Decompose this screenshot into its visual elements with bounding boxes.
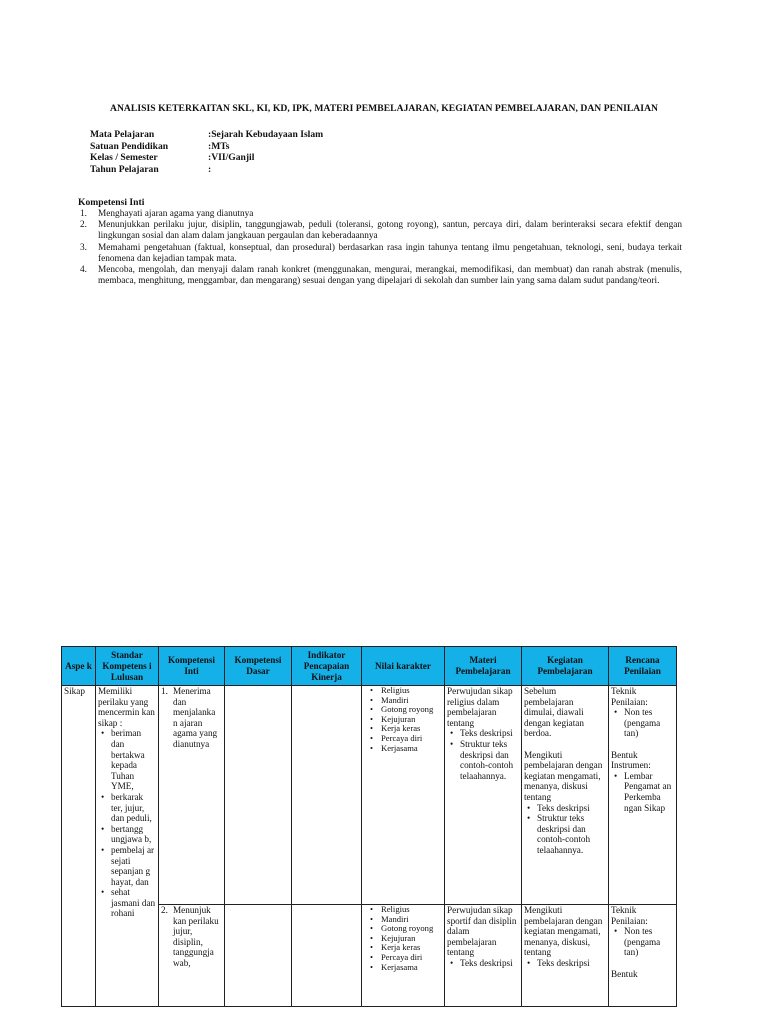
ki-item xyxy=(80,243,682,265)
skl-list xyxy=(98,728,156,919)
list-item: • Mandiri xyxy=(364,915,442,925)
kegiatan-paragraph: Sebelum pembelajaran dimulai, diawali dengan kegiatan berdoa. xyxy=(524,686,584,739)
list-item: • Teks deskripsi xyxy=(524,958,606,969)
list-item: • Struktur teks deskripsi dan contoh-contoh telaahannya. xyxy=(447,739,519,781)
materi-list xyxy=(447,728,519,781)
info-value: :MTs xyxy=(208,140,230,152)
cell-skl xyxy=(96,686,159,1007)
ki-item xyxy=(80,265,682,287)
list-item: • Gotong royong xyxy=(364,705,442,715)
list-item: • Teks deskripsi xyxy=(447,728,519,739)
list-item: • Gotong royong xyxy=(364,924,442,934)
kegiatan-list xyxy=(524,958,606,969)
paragraph-gap xyxy=(611,958,674,969)
analysis-table xyxy=(61,646,677,1007)
ki-cell-number: 2. xyxy=(161,905,168,915)
list-item: • Kejujuran xyxy=(364,715,442,725)
cell-indikator xyxy=(292,686,362,905)
penilaian-bentuk-label: Bentuk Instrumen: xyxy=(611,749,651,771)
list-item: • Religius xyxy=(364,905,442,915)
ki-item-text: Menghayati ajaran agama yang dianutnya xyxy=(98,209,254,219)
table-row xyxy=(62,686,677,905)
list-item: • Non tes (pengama tan) xyxy=(611,926,674,958)
ki-item-text: Mencoba, mengolah, dan menyaji dalam ranah konkret (menggunakan, mengurai, merangkai, memodifikasi, dan membuat) dan ranah abstrak (menulis, membaca, menghitung, menggambar, dan mengarang) sesuai dengan yang dipelajari di sekolah dan sumber lain yang sama dalam sudut pandang/teori. xyxy=(98,265,682,287)
list-item: • Percaya diri xyxy=(364,953,442,963)
ki-item-number: 2. xyxy=(80,220,87,231)
list-item: • pembelaj ar sejati sepanjan g hayat, dan xyxy=(98,845,156,887)
info-row-year xyxy=(90,164,323,176)
penilaian-teknik-label: Teknik Penilaian: xyxy=(611,905,648,926)
info-label: Mata Pelajaran xyxy=(90,129,155,140)
list-item: • beriman dan bertakwa kepada Tuhan YME, xyxy=(98,728,156,792)
list-item: • Mandiri xyxy=(364,696,442,706)
cell-indikator xyxy=(292,905,362,1007)
ki-item-text: Menunjukkan perilaku jujur, disiplin, tanggungjawab, peduli (toleransi, gotong royong), santun, percaya diri, dalam berinteraksi secara efektif dengan lingkungan sosial dan alam dalam jangkauan pergaulan dan keberadaannya xyxy=(98,220,682,242)
list-item: • Teks deskripsi xyxy=(447,958,519,969)
list-item: • Religius xyxy=(364,686,442,696)
penilaian-bentuk-label: Bentuk xyxy=(611,968,638,979)
info-value: :VII/Ganjil xyxy=(208,152,255,164)
list-item: • Percaya diri xyxy=(364,734,442,744)
header-ki: Kompetensi Inti xyxy=(159,647,225,686)
nilai-list xyxy=(364,686,442,753)
subject-info xyxy=(90,129,323,175)
ki-list xyxy=(80,209,682,287)
ki-cell-number: 1. xyxy=(161,686,168,696)
ki-item xyxy=(80,209,682,220)
cell-nilai-karakter xyxy=(362,686,445,905)
header-kd: Kompetensi Dasar xyxy=(225,647,292,686)
materi-intro: Perwujudan sikap religius dalam pembelajaran tentang xyxy=(447,686,513,728)
list-item: • berkarak ter, jujur, dan peduli, xyxy=(98,792,156,824)
ki-cell-item xyxy=(161,905,222,969)
cell-kd xyxy=(225,686,292,905)
header-penilaian: Rencana Penilaian xyxy=(609,647,677,686)
cell-kegiatan xyxy=(522,686,609,905)
kegiatan-paragraph: Mengikuti pembelajaran dengan kegiatan mengamati, menanya, diskusi tentang xyxy=(524,749,603,802)
cell-ki xyxy=(159,686,225,905)
ki-item-text: Memahami pengetahuan (faktual, konseptual, dan prosedural) berdasarkan rasa ingin tahunya tentang ilmu pengetahuan, teknologi, seni, budaya terkait fenomena dan kejadian tampak mata. xyxy=(98,242,682,264)
list-item: • Teks deskripsi xyxy=(524,803,606,814)
kegiatan-list xyxy=(524,803,606,856)
header-indikator: Indikator Pencapaian Kinerja xyxy=(292,647,362,686)
ki-item-number: 3. xyxy=(80,242,87,253)
info-value: :Sejarah Kebudayaan Islam xyxy=(208,129,324,140)
cell-penilaian xyxy=(609,686,677,905)
cell-penilaian xyxy=(609,905,677,1007)
list-item: • Lembar Pengamat an Perkemba ngan Sikap xyxy=(611,771,674,813)
nilai-list xyxy=(364,905,442,972)
table-header-row xyxy=(62,647,677,686)
header-kegiatan: Kegiatan Pembelajaran xyxy=(522,647,609,686)
info-row-subject xyxy=(90,129,323,141)
header-skl: Standar Kompetens i Lulusan xyxy=(96,647,159,686)
cell-materi xyxy=(445,905,522,1007)
header-aspek: Aspe k xyxy=(62,647,96,686)
info-label: Satuan Pendidikan xyxy=(90,140,169,152)
list-item: • Struktur teks deskripsi dan contoh-contoh telaahannya. xyxy=(524,813,606,855)
list-item: • Kejujuran xyxy=(364,934,442,944)
document-title: ANALISIS KETERKAITAN SKL, KI, KD, IPK, MATERI PEMBELAJARAN, KEGIATAN PEMBELAJARAN, DAN PENILAIAN xyxy=(109,103,659,114)
cell-materi xyxy=(445,686,522,905)
list-item: • sehat jasmani dan rohani xyxy=(98,887,156,919)
materi-intro: Perwujudan sikap sportif dan disiplin dalam pembelajaran tentang xyxy=(447,905,517,958)
cell-nilai-karakter xyxy=(362,905,445,1007)
header-nilai-karakter: Nilai karakter xyxy=(362,647,445,686)
cell-kegiatan xyxy=(522,905,609,1007)
list-item: • Non tes (pengama tan) xyxy=(611,707,674,739)
penilaian-bentuk-list xyxy=(611,771,674,813)
cell-aspek: Sikap xyxy=(62,686,96,1007)
info-label: Kelas / Semester xyxy=(90,152,158,164)
info-label: Tahun Pelajaran xyxy=(90,163,159,175)
skl-intro: Memiliki perilaku yang mencermin kan sikap : xyxy=(98,686,155,728)
list-item: • Kerjasama xyxy=(364,963,442,973)
list-item: • Kerja keras xyxy=(364,724,442,734)
info-row-school xyxy=(90,141,323,153)
kegiatan-paragraph: Mengikuti pembelajaran dengan kegiatan mengamati, menanya, diskusi, tentang xyxy=(524,905,603,958)
penilaian-teknik-label: Teknik Penilaian: xyxy=(611,686,648,707)
ki-item xyxy=(80,220,682,242)
ki-cell-item xyxy=(161,686,222,750)
penilaian-teknik-list xyxy=(611,926,674,958)
paragraph-gap xyxy=(524,739,606,750)
materi-list xyxy=(447,958,519,969)
list-item: • Kerjasama xyxy=(364,744,442,754)
paragraph-gap xyxy=(611,739,674,750)
cell-ki xyxy=(159,905,225,1007)
penilaian-teknik-list xyxy=(611,707,674,739)
ki-cell-text: Menunjuk kan perilaku jujur, disiplin, tanggungja wab, xyxy=(173,905,219,968)
ki-item-number: 4. xyxy=(80,265,87,276)
list-item: • Kerja keras xyxy=(364,943,442,953)
info-value: : xyxy=(208,163,212,175)
cell-kd xyxy=(225,905,292,1007)
list-item: • bertangg ungjawa b, xyxy=(98,824,156,845)
ki-item-number: 1. xyxy=(80,209,87,219)
ki-heading: Kompetensi Inti xyxy=(78,197,145,208)
info-row-class xyxy=(90,152,323,164)
header-materi: Materi Pembelajaran xyxy=(445,647,522,686)
ki-cell-text: Menerima dan menjalanka n ajaran agama yang dianutnya xyxy=(173,686,218,749)
